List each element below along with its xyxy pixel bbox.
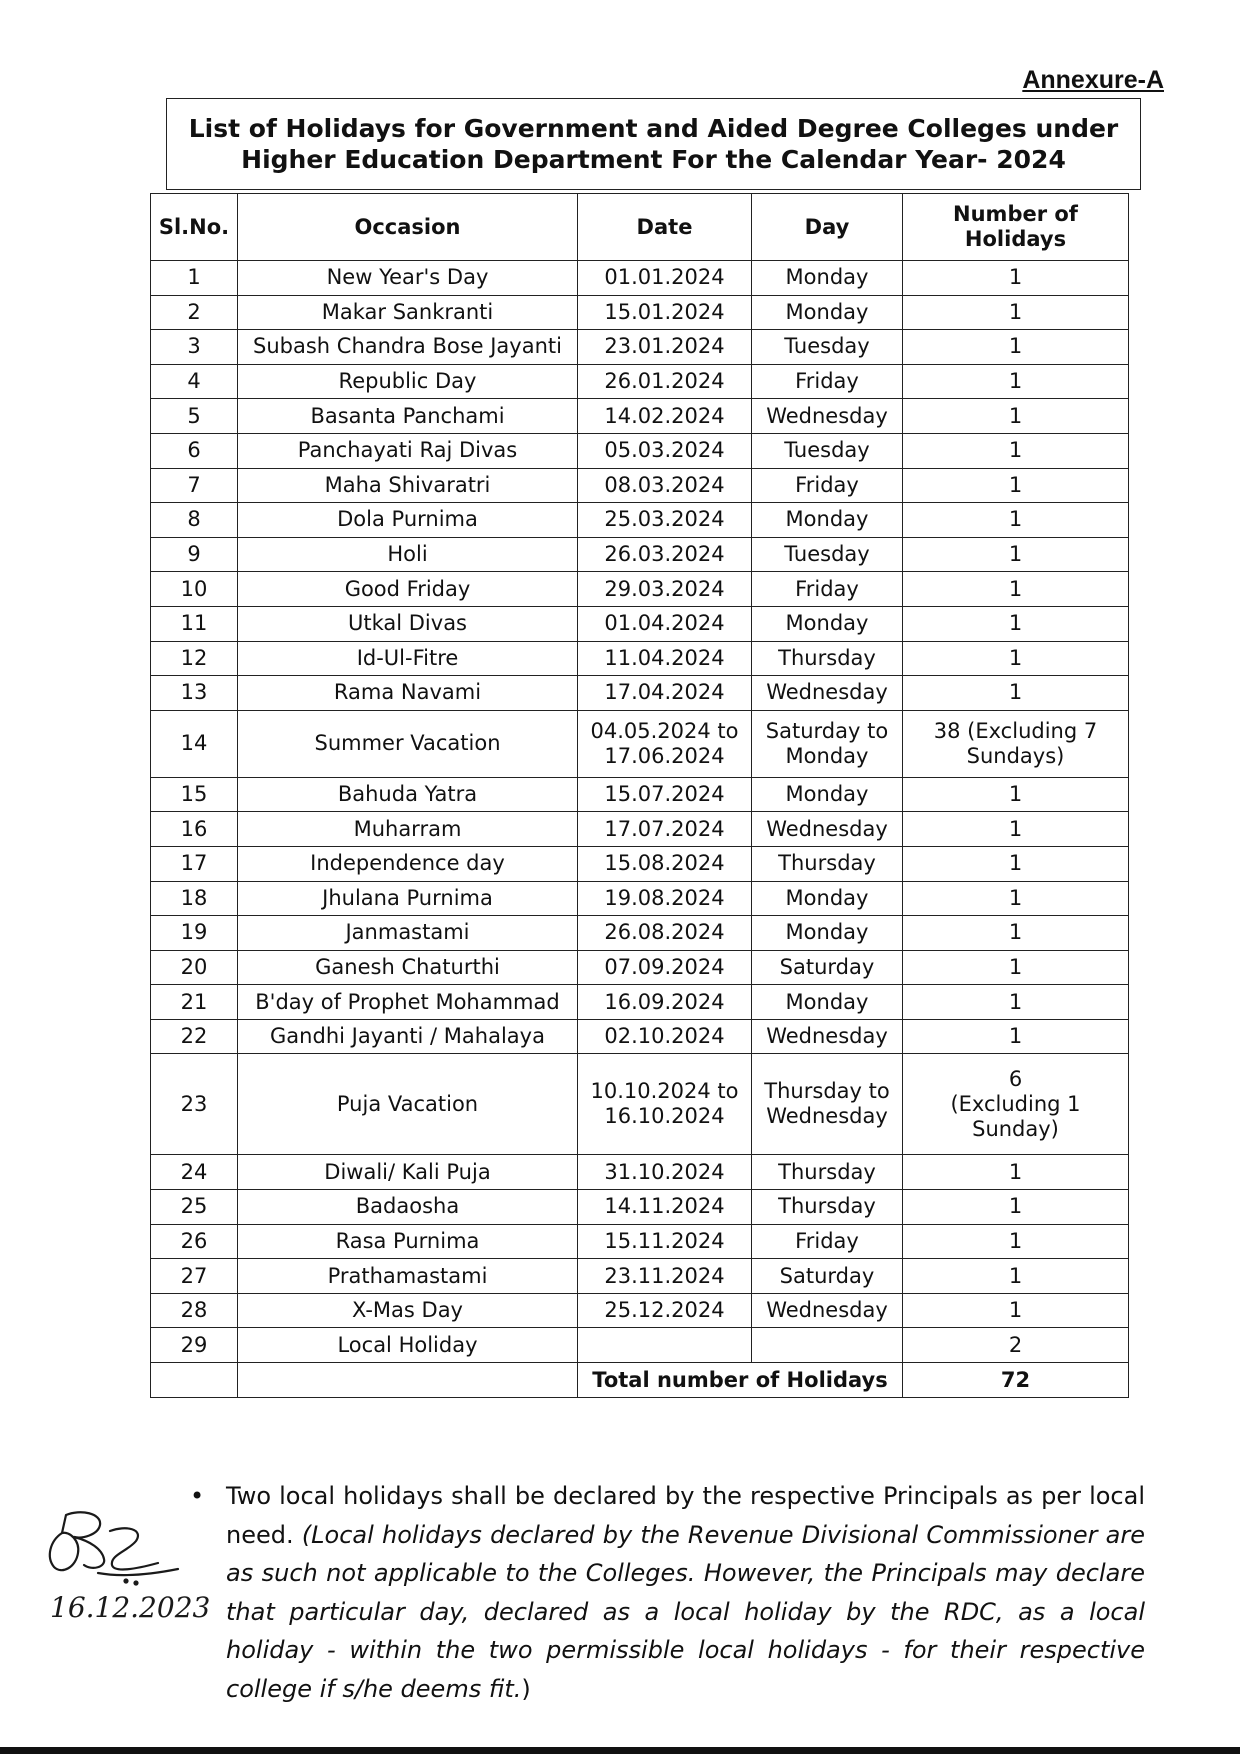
cell-slno: 26 — [151, 1224, 238, 1259]
cell-number: 1 — [903, 1155, 1129, 1190]
cell-date: 01.01.2024 — [578, 261, 752, 296]
note-italic: (Local holidays declared by the Revenue Divisional Commissioner are as such not applicable to the Colleges. However, the Principals may declare that particular day, declared as a local holiday by the RDC, as a local holiday - within the two permissible local holidays - for their respective college if s/he deems fit. — [226, 1520, 1145, 1703]
header-date: Date — [578, 194, 752, 261]
cell-day: Monday — [752, 606, 903, 641]
day-line: Saturday to — [765, 718, 889, 743]
cell-occasion: Jhulana Purnima — [238, 881, 578, 916]
cell-slno: 12 — [151, 641, 238, 676]
cell-date: 07.09.2024 — [578, 950, 752, 985]
cell-day — [752, 1328, 903, 1363]
cell-number: 1 — [903, 1293, 1129, 1328]
cell-number: 1 — [903, 468, 1129, 503]
table-row — [151, 468, 1129, 503]
cell-date: 26.03.2024 — [578, 537, 752, 572]
cell-date: 02.10.2024 — [578, 1019, 752, 1054]
cell-number — [903, 1054, 1129, 1155]
cell-occasion: Utkal Divas — [238, 606, 578, 641]
cell-day — [752, 1054, 903, 1155]
cell-number: 1 — [903, 985, 1129, 1020]
cell-day: Thursday — [752, 1190, 903, 1225]
cell-day: Wednesday — [752, 399, 903, 434]
cell-occasion: Dola Purnima — [238, 503, 578, 538]
cell-occasion: Badaosha — [238, 1190, 578, 1225]
total-label: Total number of Holidays — [578, 1363, 903, 1398]
cell-slno: 14 — [151, 710, 238, 777]
document-title — [166, 98, 1141, 190]
table-row — [151, 710, 1129, 777]
cell-number — [903, 710, 1129, 777]
handwritten-signature — [40, 1505, 215, 1625]
total-row — [151, 1363, 1129, 1398]
table-row — [151, 364, 1129, 399]
cell-date: 11.04.2024 — [578, 641, 752, 676]
cell-date: 29.03.2024 — [578, 572, 752, 607]
header-slno: Sl.No. — [151, 194, 238, 261]
number-line: Sunday) — [972, 1116, 1059, 1141]
cell-occasion: Rama Navami — [238, 676, 578, 711]
cell-occasion: Bahuda Yatra — [238, 777, 578, 812]
table-row — [151, 572, 1129, 607]
cell-day: Saturday — [752, 950, 903, 985]
table-row — [151, 950, 1129, 985]
cell-occasion: Ganesh Chaturthi — [238, 950, 578, 985]
cell-occasion: Puja Vacation — [238, 1054, 578, 1155]
table-row — [151, 261, 1129, 296]
signature-date: 16.12.2023 — [50, 1591, 211, 1624]
header-day: Day — [752, 194, 903, 261]
day-line: Thursday to — [764, 1079, 890, 1104]
note-tail: ) — [521, 1674, 531, 1703]
cell-date: 15.01.2024 — [578, 295, 752, 330]
cell-day: Friday — [752, 468, 903, 503]
cell-day: Friday — [752, 572, 903, 607]
cell-number: 1 — [903, 881, 1129, 916]
table-row — [151, 503, 1129, 538]
cell-slno: 3 — [151, 330, 238, 365]
cell-date: 14.11.2024 — [578, 1190, 752, 1225]
number-line: (Excluding 1 — [950, 1091, 1081, 1116]
cell-occasion: Janmastami — [238, 916, 578, 951]
holiday-table — [150, 193, 1129, 1398]
table-row — [151, 916, 1129, 951]
cell-number: 1 — [903, 777, 1129, 812]
cell-slno: 23 — [151, 1054, 238, 1155]
table-row — [151, 676, 1129, 711]
table-row — [151, 537, 1129, 572]
cell-number: 1 — [903, 364, 1129, 399]
cell-number: 1 — [903, 261, 1129, 296]
cell-occasion: Maha Shivaratri — [238, 468, 578, 503]
table-row — [151, 1328, 1129, 1363]
cell-day — [752, 710, 903, 777]
cell-occasion: Id-Ul-Fitre — [238, 641, 578, 676]
cell-empty — [238, 1363, 578, 1398]
cell-day: Wednesday — [752, 1293, 903, 1328]
header-number-of-holidays — [903, 194, 1129, 261]
cell-occasion: Makar Sankranti — [238, 295, 578, 330]
cell-day: Monday — [752, 985, 903, 1020]
cell-number: 2 — [903, 1328, 1129, 1363]
note-lead: Two local holidays shall be declared by the respective Principals as per local need. — [226, 1482, 1145, 1549]
cell-number: 1 — [903, 1019, 1129, 1054]
cell-day: Thursday — [752, 1155, 903, 1190]
cell-slno: 16 — [151, 812, 238, 847]
cell-day: Wednesday — [752, 1019, 903, 1054]
day-line: Wednesday — [766, 1104, 888, 1129]
cell-day: Monday — [752, 503, 903, 538]
annexure-label: Annexure-A — [1022, 66, 1164, 94]
number-line: 6 — [1008, 1066, 1023, 1091]
page-bottom-edge — [0, 1747, 1240, 1754]
number-line: 38 (Excluding 7 — [933, 718, 1098, 743]
table-row — [151, 881, 1129, 916]
cell-date: 25.03.2024 — [578, 503, 752, 538]
cell-number: 1 — [903, 812, 1129, 847]
cell-day: Monday — [752, 916, 903, 951]
cell-date: 23.11.2024 — [578, 1259, 752, 1294]
date-line: 16.10.2024 — [604, 1104, 725, 1129]
cell-slno: 19 — [151, 916, 238, 951]
table-row — [151, 1224, 1129, 1259]
cell-slno: 17 — [151, 846, 238, 881]
cell-slno: 13 — [151, 676, 238, 711]
cell-number: 1 — [903, 916, 1129, 951]
title-line-1: List of Holidays for Government and Aided Degree Colleges under — [188, 114, 1119, 143]
date-line: 17.06.2024 — [604, 743, 725, 768]
cell-number: 1 — [903, 1190, 1129, 1225]
header-occasion: Occasion — [238, 194, 578, 261]
date-line: 10.10.2024 to — [590, 1079, 739, 1104]
cell-day: Monday — [752, 261, 903, 296]
cell-slno: 6 — [151, 433, 238, 468]
cell-slno: 9 — [151, 537, 238, 572]
cell-slno: 1 — [151, 261, 238, 296]
table-row — [151, 1259, 1129, 1294]
table-row — [151, 1190, 1129, 1225]
cell-occasion: Prathamastami — [238, 1259, 578, 1294]
cell-date: 25.12.2024 — [578, 1293, 752, 1328]
cell-number: 1 — [903, 330, 1129, 365]
cell-slno: 21 — [151, 985, 238, 1020]
cell-occasion: B'day of Prophet Mohammad — [238, 985, 578, 1020]
title-line-2: Higher Education Department For the Calendar Year- 2024 — [241, 145, 1066, 174]
cell-day: Monday — [752, 777, 903, 812]
table-row — [151, 1293, 1129, 1328]
cell-slno: 11 — [151, 606, 238, 641]
cell-date: 16.09.2024 — [578, 985, 752, 1020]
cell-number: 1 — [903, 950, 1129, 985]
cell-slno: 8 — [151, 503, 238, 538]
cell-number: 1 — [903, 606, 1129, 641]
cell-occasion: Subash Chandra Bose Jayanti — [238, 330, 578, 365]
cell-slno: 4 — [151, 364, 238, 399]
cell-date — [578, 710, 752, 777]
cell-empty — [151, 1363, 238, 1398]
cell-occasion: New Year's Day — [238, 261, 578, 296]
table-row — [151, 606, 1129, 641]
cell-occasion: Summer Vacation — [238, 710, 578, 777]
cell-slno: 5 — [151, 399, 238, 434]
cell-date — [578, 1328, 752, 1363]
cell-number: 1 — [903, 295, 1129, 330]
cell-number: 1 — [903, 537, 1129, 572]
cell-date: 08.03.2024 — [578, 468, 752, 503]
cell-day: Saturday — [752, 1259, 903, 1294]
cell-date: 23.01.2024 — [578, 330, 752, 365]
cell-date: 19.08.2024 — [578, 881, 752, 916]
table-row — [151, 812, 1129, 847]
cell-occasion: Gandhi Jayanti / Mahalaya — [238, 1019, 578, 1054]
cell-day: Friday — [752, 364, 903, 399]
cell-slno: 20 — [151, 950, 238, 985]
table-row — [151, 399, 1129, 434]
table-row — [151, 295, 1129, 330]
table-header-row — [151, 194, 1129, 261]
table-row — [151, 1019, 1129, 1054]
cell-slno: 27 — [151, 1259, 238, 1294]
date-line: 04.05.2024 to — [590, 718, 739, 743]
cell-day: Thursday — [752, 641, 903, 676]
number-line: Sundays) — [966, 743, 1065, 768]
cell-slno: 29 — [151, 1328, 238, 1363]
cell-slno: 18 — [151, 881, 238, 916]
cell-occasion: Basanta Panchami — [238, 399, 578, 434]
cell-date: 15.11.2024 — [578, 1224, 752, 1259]
table-row — [151, 641, 1129, 676]
cell-number: 1 — [903, 676, 1129, 711]
cell-number: 1 — [903, 433, 1129, 468]
cell-slno: 22 — [151, 1019, 238, 1054]
cell-occasion: Muharram — [238, 812, 578, 847]
note-text — [226, 1477, 1145, 1708]
cell-date: 01.04.2024 — [578, 606, 752, 641]
cell-slno: 2 — [151, 295, 238, 330]
table-row — [151, 777, 1129, 812]
cell-number: 1 — [903, 1259, 1129, 1294]
cell-slno: 15 — [151, 777, 238, 812]
table-row — [151, 985, 1129, 1020]
cell-number: 1 — [903, 846, 1129, 881]
cell-date: 17.04.2024 — [578, 676, 752, 711]
cell-slno: 25 — [151, 1190, 238, 1225]
cell-occasion: Independence day — [238, 846, 578, 881]
table-row — [151, 433, 1129, 468]
cell-day: Friday — [752, 1224, 903, 1259]
cell-day: Wednesday — [752, 676, 903, 711]
cell-slno: 7 — [151, 468, 238, 503]
cell-occasion: Holi — [238, 537, 578, 572]
table-row — [151, 330, 1129, 365]
cell-day: Monday — [752, 295, 903, 330]
total-value: 72 — [903, 1363, 1129, 1398]
cell-slno: 24 — [151, 1155, 238, 1190]
cell-occasion: Republic Day — [238, 364, 578, 399]
cell-date: 17.07.2024 — [578, 812, 752, 847]
cell-number: 1 — [903, 503, 1129, 538]
cell-date — [578, 1054, 752, 1155]
cell-slno: 28 — [151, 1293, 238, 1328]
cell-occasion: Rasa Purnima — [238, 1224, 578, 1259]
table-row — [151, 1155, 1129, 1190]
cell-occasion: Panchayati Raj Divas — [238, 433, 578, 468]
cell-occasion: Good Friday — [238, 572, 578, 607]
local-holiday-note — [190, 1477, 1145, 1708]
cell-day: Tuesday — [752, 433, 903, 468]
cell-date: 15.07.2024 — [578, 777, 752, 812]
cell-number: 1 — [903, 1224, 1129, 1259]
header-num-line-1: Number of — [953, 202, 1078, 226]
cell-date: 14.02.2024 — [578, 399, 752, 434]
bullet-point: • — [190, 1482, 205, 1510]
cell-occasion: Local Holiday — [238, 1328, 578, 1363]
cell-date: 15.08.2024 — [578, 846, 752, 881]
cell-day: Wednesday — [752, 812, 903, 847]
table-row — [151, 1054, 1129, 1155]
cell-date: 31.10.2024 — [578, 1155, 752, 1190]
cell-day: Thursday — [752, 846, 903, 881]
cell-date: 05.03.2024 — [578, 433, 752, 468]
cell-number: 1 — [903, 572, 1129, 607]
cell-occasion: Diwali/ Kali Puja — [238, 1155, 578, 1190]
cell-number: 1 — [903, 399, 1129, 434]
cell-day: Tuesday — [752, 537, 903, 572]
table-row — [151, 846, 1129, 881]
cell-date: 26.01.2024 — [578, 364, 752, 399]
cell-date: 26.08.2024 — [578, 916, 752, 951]
cell-day: Tuesday — [752, 330, 903, 365]
cell-day: Monday — [752, 881, 903, 916]
cell-number: 1 — [903, 641, 1129, 676]
cell-slno: 10 — [151, 572, 238, 607]
cell-occasion: X-Mas Day — [238, 1293, 578, 1328]
header-num-line-2: Holidays — [964, 227, 1067, 251]
day-line: Monday — [785, 743, 869, 768]
